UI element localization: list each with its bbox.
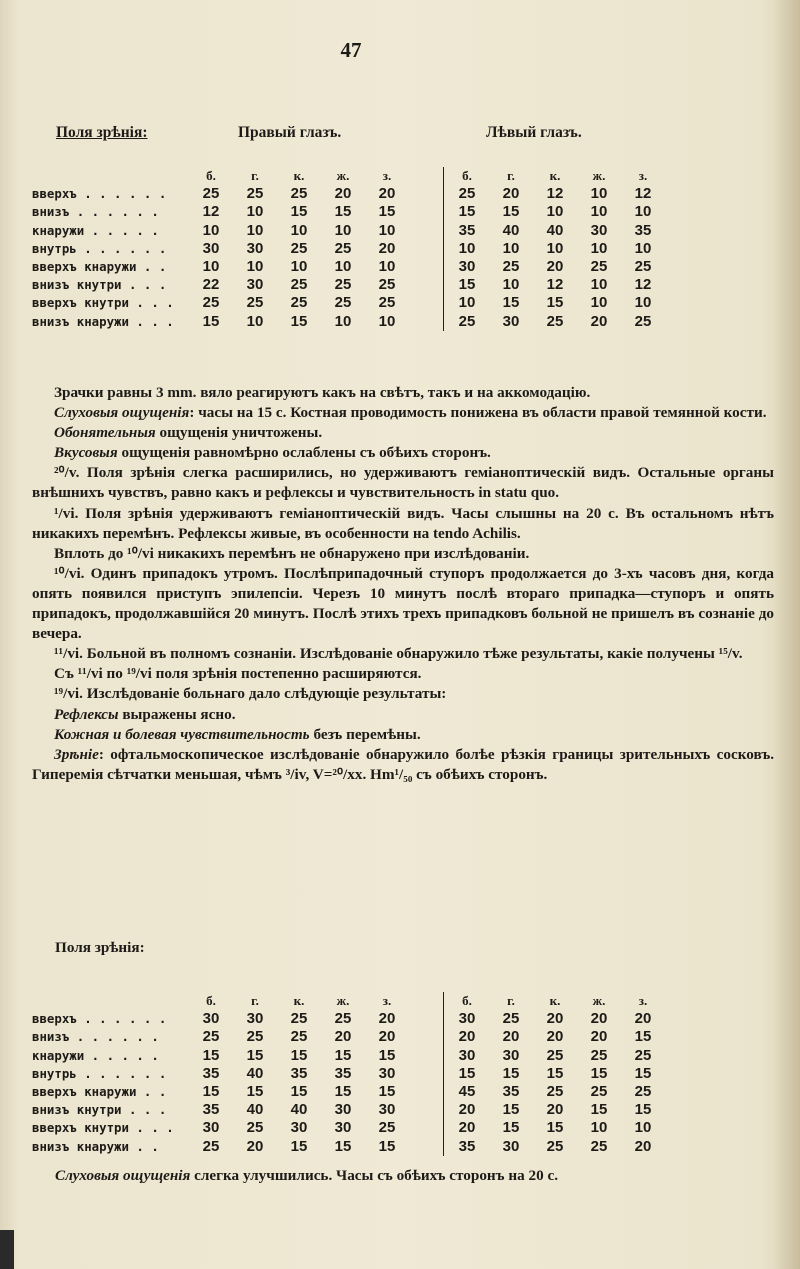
fields2-right-col-header: з.: [382, 993, 392, 1009]
fields1-gap: [409, 313, 444, 331]
fields1-gap: [409, 167, 444, 185]
fields2-table-row: [32, 1028, 665, 1046]
fields2-left-eye-value: 15: [634, 1028, 652, 1046]
fields2-left-eye-value: 30: [502, 1046, 520, 1064]
entry-until-10-vi: Вплоть до ¹⁰/vi никакихъ перемѣнъ не обнаружено при изслѣдованіи.: [54, 544, 530, 562]
fields1-left-eye-value: 25: [458, 185, 476, 203]
reflexes-label: Рефлексы: [54, 705, 119, 723]
fields2-left-eye-value: 20: [634, 1010, 652, 1028]
fields1-right-eye-value: 10: [378, 258, 396, 276]
fields1-right-eye-value: 30: [202, 239, 220, 257]
pupils-paragraph: Зрачки равны 3 mm. вяло реагируютъ какъ на свѣтъ, такъ и на аккомодацію.: [54, 384, 591, 401]
fields2-gap: [409, 1028, 444, 1046]
fields1-right-eye-value: 25: [246, 185, 264, 203]
fields1-right-eye-value: 10: [334, 258, 352, 276]
fields1-right-eye-value: 15: [202, 312, 220, 330]
fields1-right-eye-value: 10: [202, 258, 220, 276]
fields1-left-eye-value: 10: [590, 185, 608, 203]
fields2-right-eye-value: 30: [334, 1119, 352, 1137]
fields2-right-eye-value: 30: [334, 1101, 352, 1119]
reflexes-paragraph: [32, 705, 774, 725]
fields1-right-eye-value: 10: [290, 258, 308, 276]
fields1-table-row: [32, 222, 665, 240]
entry-20-v: ²⁰/v. Поля зрѣнія слегка расширились, но удерживаютъ геміаноптическій видъ. Остальные органы внѣшнихъ чувствъ, равно какъ и рефлексы и чувствительность in statu quo.: [32, 464, 774, 502]
fields1-left-eye-value: 40: [546, 221, 564, 239]
fields2-left-col-header: к.: [549, 993, 561, 1009]
fields1-left-eye-value: 35: [458, 221, 476, 239]
smell-label: Обонятельныя: [54, 424, 156, 442]
fields2-left-eye-value: 25: [546, 1046, 564, 1064]
fields1-left-eye-value: 10: [546, 239, 564, 257]
vision-text: : офтальмоскопическое изслѣдованіе обнаружило болѣе рѣзкія границы зрительныхъ сосковъ. Гиперемія сѣтчатки меньшая, чѣмъ ³/iv, V=²⁰/xx. Hm¹/₅₀ съ обѣихъ сторонъ.: [32, 745, 774, 783]
fields2-left-eye-value: 10: [634, 1119, 652, 1137]
fields2-table-row: [32, 1065, 665, 1083]
fields1-left-eye-value: 10: [546, 203, 564, 221]
fields1-gap: [409, 185, 444, 203]
fields1-right-eye-value: 10: [334, 312, 352, 330]
fields1-right-eye-value: 25: [246, 294, 264, 312]
fields2-table-row: [32, 1119, 665, 1137]
fields1-right-col-header: б.: [206, 168, 216, 184]
fields1-left-col-header: ж.: [592, 168, 606, 184]
fields1-right-eye-value: 10: [378, 312, 396, 330]
fields2-left-eye-value: 15: [458, 1064, 476, 1082]
fields2-left-eye-value: 15: [502, 1101, 520, 1119]
fields2-left-eye-value: 35: [502, 1083, 520, 1101]
fields2-right-eye-value: 15: [290, 1083, 308, 1101]
fields2-right-col-header: г.: [251, 993, 259, 1009]
fields1-left-eye-value: 12: [546, 276, 564, 294]
fields1-right-eye-value: 15: [290, 312, 308, 330]
fields1-row-label: внизъ кнаружи . . .: [32, 313, 174, 329]
fields1-row-label: вверхъ кнутри . . .: [32, 295, 174, 311]
fields1-row-label: внизъ кнутри . . .: [32, 277, 167, 293]
fields2-right-eye-value: 20: [378, 1028, 396, 1046]
fields2-row-label: внизъ . . . . . .: [32, 1029, 159, 1045]
fields1-left-col-header: з.: [638, 168, 648, 184]
fields2-right-eye-value: 15: [246, 1083, 264, 1101]
fields1-right-eye-value: 25: [290, 294, 308, 312]
fields2-left-eye-value: 20: [458, 1028, 476, 1046]
fields2-right-eye-value: 40: [246, 1101, 264, 1119]
fields1-left-eye-value: 15: [458, 203, 476, 221]
fields2-left-eye-value: 20: [502, 1028, 520, 1046]
fields2-right-eye-value: 30: [290, 1119, 308, 1137]
fields2-left-col-header: ж.: [592, 993, 606, 1009]
fields1-left-eye-value: 25: [458, 312, 476, 330]
fields1-table-row: [32, 203, 665, 221]
fields1-right-eye-value: 25: [334, 239, 352, 257]
fields2-right-eye-value: 25: [202, 1137, 220, 1155]
fields1-table-row: [32, 258, 665, 276]
fields1-left-eye-value: 25: [634, 258, 652, 276]
fields2-left-eye-value: 20: [590, 1028, 608, 1046]
fields1-left-eye-value: 10: [634, 203, 652, 221]
fields2-right-eye-value: 35: [202, 1064, 220, 1082]
fields2-left-eye-value: 25: [590, 1083, 608, 1101]
left-eye-heading: Лѣвый глазъ.: [486, 124, 582, 141]
fields2-gap: [409, 992, 444, 1010]
fields2-right-eye-value: 15: [246, 1046, 264, 1064]
fields2-left-eye-value: 15: [502, 1064, 520, 1082]
fields1-left-eye-value: 15: [502, 203, 520, 221]
fields2-right-eye-value: 20: [246, 1137, 264, 1155]
fields1-row-label: кнаружи . . . . .: [32, 222, 159, 238]
vision-paragraph: [32, 745, 774, 785]
fields2-corner-cell: [32, 992, 189, 1010]
fields2-row-label: внизъ кнутри . . .: [32, 1102, 167, 1118]
fields2-left-eye-value: 30: [502, 1137, 520, 1155]
fields2-table-row: [32, 1101, 665, 1119]
fields1-right-eye-value: 15: [334, 203, 352, 221]
fields1-right-eye-value: 25: [290, 239, 308, 257]
fields2-column-header-row: [32, 992, 665, 1010]
fields2-right-eye-value: 25: [290, 1028, 308, 1046]
fields-heading: Поля зрѣнія:: [56, 124, 148, 141]
fields1-left-eye-value: 10: [502, 276, 520, 294]
fields2-left-eye-value: 20: [634, 1137, 652, 1155]
visual-fields-table-1: [32, 167, 665, 331]
fields2-left-eye-value: 25: [546, 1083, 564, 1101]
fields2-right-eye-value: 40: [246, 1064, 264, 1082]
fields1-left-eye-value: 12: [634, 185, 652, 203]
fields2-right-eye-value: 15: [202, 1083, 220, 1101]
fields1-left-eye-value: 25: [634, 312, 652, 330]
fields1-right-eye-value: 15: [378, 203, 396, 221]
fields1-row-label: вверхъ кнаружи . .: [32, 259, 167, 275]
fields1-left-eye-value: 10: [502, 239, 520, 257]
fields1-row-label: вверхъ . . . . . .: [32, 186, 167, 202]
fields1-table-row: [32, 240, 665, 258]
fields1-right-eye-value: 20: [334, 185, 352, 203]
fields1-gap: [409, 258, 444, 276]
fields1-right-col-header: г.: [251, 168, 259, 184]
fields1-left-eye-value: 10: [590, 276, 608, 294]
fields2-left-eye-value: 20: [546, 1101, 564, 1119]
fields1-right-eye-value: 25: [290, 185, 308, 203]
fields2-left-eye-value: 45: [458, 1083, 476, 1101]
entry-1-vi: ¹/vi. Поля зрѣнія удерживаютъ геміаноптическій видъ. Часы слышны на 20 с. Въ остальномъ нѣтъ никакихъ перемѣнъ. Рефлексы живые, въ особенности на tendo Achilis.: [32, 504, 774, 542]
fields1-right-eye-value: 10: [290, 221, 308, 239]
fields2-right-eye-value: 25: [290, 1010, 308, 1028]
fields1-left-eye-value: 15: [502, 294, 520, 312]
fields2-gap: [409, 1010, 444, 1028]
fields2-left-eye-value: 20: [546, 1028, 564, 1046]
fields1-right-eye-value: 10: [334, 221, 352, 239]
fields1-right-eye-value: 15: [290, 203, 308, 221]
smell-paragraph: [32, 423, 774, 443]
fields1-right-col-header: з.: [382, 168, 392, 184]
fields2-left-eye-value: 15: [590, 1101, 608, 1119]
smell-text: ощущенія уничтожены.: [155, 424, 323, 442]
fields2-table-row: [32, 1047, 665, 1065]
fields1-table-row: [32, 313, 665, 331]
fields1-right-col-header: к.: [293, 168, 305, 184]
visual-fields-table-2: [32, 992, 665, 1156]
fields2-left-eye-value: 15: [546, 1119, 564, 1137]
fields2-right-eye-value: 35: [202, 1101, 220, 1119]
fields2-right-eye-value: 25: [202, 1028, 220, 1046]
fields2-left-eye-value: 25: [590, 1046, 608, 1064]
fields1-left-eye-value: 20: [590, 312, 608, 330]
fields2-gap: [409, 1065, 444, 1083]
fields2-table-row: [32, 1083, 665, 1101]
case-notes: [32, 383, 774, 785]
fields2-left-eye-value: 25: [634, 1046, 652, 1064]
fields1-left-eye-value: 10: [458, 294, 476, 312]
fields1-right-eye-value: 20: [378, 185, 396, 203]
fields1-left-eye-value: 20: [502, 185, 520, 203]
fields1-left-col-header: к.: [549, 168, 561, 184]
taste-label: Вкусовыя: [54, 444, 118, 462]
fields1-right-eye-value: 25: [378, 276, 396, 294]
fields1-right-eye-value: 30: [246, 239, 264, 257]
fields2-right-col-header: к.: [293, 993, 305, 1009]
fields2-left-eye-value: 25: [502, 1010, 520, 1028]
fields2-table-row: [32, 1138, 665, 1156]
fields1-table-row: [32, 276, 665, 294]
fields2-right-eye-value: 15: [334, 1083, 352, 1101]
fields1-gap: [409, 294, 444, 312]
fields2-row-label: вверхъ кнутри . . .: [32, 1120, 174, 1136]
fields2-right-eye-value: 20: [378, 1010, 396, 1028]
fields1-right-eye-value: 10: [246, 258, 264, 276]
sensitivity-label: Кожная и болевая чувствительность: [54, 725, 310, 743]
fields1-left-eye-value: 25: [590, 258, 608, 276]
fields2-row-label: внутрь . . . . . .: [32, 1065, 167, 1081]
fields2-left-eye-value: 15: [502, 1119, 520, 1137]
entry-11-19-vi: Съ ¹¹/vi по ¹⁹/vi поля зрѣнія постепенно расширяются.: [54, 665, 422, 683]
entry-19-vi: ¹⁹/vi. Изслѣдованіе больнаго дало слѣдующіе результаты:: [54, 685, 447, 703]
final-hearing-label: Слуховыя ощущенія: [55, 1167, 191, 1184]
fields2-gap: [409, 1138, 444, 1156]
sensitivity-text: безъ перемѣны.: [309, 725, 421, 743]
fields1-left-eye-value: 10: [590, 239, 608, 257]
fields2-left-eye-value: 20: [458, 1101, 476, 1119]
fields2-left-eye-value: 20: [590, 1010, 608, 1028]
fields1-right-eye-value: 20: [378, 239, 396, 257]
fields1-left-eye-value: 10: [634, 294, 652, 312]
fields2-right-eye-value: 30: [202, 1010, 220, 1028]
fields1-right-eye-value: 25: [334, 276, 352, 294]
fields2-row-label: вверхъ кнаружи . .: [32, 1084, 167, 1100]
fields2-left-eye-value: 20: [458, 1119, 476, 1137]
fields2-left-eye-value: 15: [546, 1064, 564, 1082]
fields1-left-eye-value: 10: [458, 239, 476, 257]
fields1-left-eye-value: 40: [502, 221, 520, 239]
fields2-right-eye-value: 15: [378, 1046, 396, 1064]
fields1-right-eye-value: 12: [202, 203, 220, 221]
hearing-text: : часы на 15 с. Костная проводимость понижена въ области правой темянной кости.: [189, 404, 767, 422]
final-hearing-line: [55, 1167, 777, 1185]
fields2-row-label: внизъ кнаружи . .: [32, 1138, 159, 1154]
fields1-right-eye-value: 30: [246, 276, 264, 294]
fields2-right-col-header: б.: [206, 993, 216, 1009]
vision-label: Зрѣніе: [54, 745, 99, 763]
fields2-gap: [409, 1083, 444, 1101]
fields2-right-eye-value: 15: [378, 1083, 396, 1101]
taste-text: ощущенія равномѣрно ослаблены съ обѣихъ сторонъ.: [117, 444, 491, 462]
fields2-right-eye-value: 30: [246, 1010, 264, 1028]
fields1-left-eye-value: 15: [458, 276, 476, 294]
fields1-right-eye-value: 10: [378, 221, 396, 239]
fields2-left-eye-value: 15: [634, 1064, 652, 1082]
fields2-left-col-header: з.: [638, 993, 648, 1009]
fields1-left-eye-value: 35: [634, 221, 652, 239]
fields2-left-eye-value: 15: [634, 1101, 652, 1119]
final-hearing-text: слегка улучшились. Часы съ обѣихъ сторонъ на 20 с.: [190, 1167, 559, 1184]
fields1-column-header-row: [32, 167, 665, 185]
fields2-right-eye-value: 35: [290, 1064, 308, 1082]
fields1-left-eye-value: 10: [590, 203, 608, 221]
reflexes-text: выражены ясно.: [118, 705, 236, 723]
fields2-left-eye-value: 20: [546, 1010, 564, 1028]
fields2-left-eye-value: 15: [590, 1064, 608, 1082]
page-edge-shadow: [774, 0, 800, 1269]
entry-11-vi: ¹¹/vi. Больной въ полномъ сознаніи. Изслѣдованіе обнаружило тѣже результаты, какіе получены ¹⁵/v.: [54, 645, 743, 663]
fields1-left-col-header: б.: [462, 168, 472, 184]
fields2-right-eye-value: 15: [290, 1137, 308, 1155]
fields1-left-eye-value: 30: [458, 258, 476, 276]
fields1-right-eye-value: 25: [334, 294, 352, 312]
fields2-right-eye-value: 25: [378, 1119, 396, 1137]
fields2-left-col-header: б.: [462, 993, 472, 1009]
fields2-right-eye-value: 40: [290, 1101, 308, 1119]
fields2-left-eye-value: 10: [590, 1119, 608, 1137]
fields2-right-eye-value: 15: [202, 1046, 220, 1064]
fields1-right-col-header: ж.: [336, 168, 350, 184]
fields1-left-eye-value: 30: [590, 221, 608, 239]
fields2-gap: [409, 1047, 444, 1065]
fields2-right-eye-value: 35: [334, 1064, 352, 1082]
fields1-left-col-header: г.: [507, 168, 515, 184]
fields1-left-eye-value: 20: [546, 258, 564, 276]
fields1-gap: [409, 240, 444, 258]
fields1-row-label: внизъ . . . . . .: [32, 204, 159, 220]
binding-mark: [0, 1230, 14, 1269]
fields2-right-eye-value: 15: [334, 1046, 352, 1064]
fields1-left-eye-value: 10: [634, 239, 652, 257]
fields2-right-eye-value: 20: [334, 1028, 352, 1046]
fields2-right-eye-value: 25: [246, 1028, 264, 1046]
fields1-left-eye-value: 10: [590, 294, 608, 312]
fields2-right-eye-value: 15: [378, 1137, 396, 1155]
fields2-right-eye-value: 25: [334, 1010, 352, 1028]
fields2-right-eye-value: 30: [378, 1101, 396, 1119]
page-number: 47: [340, 38, 362, 62]
fields-heading-2: Поля зрѣнія:: [55, 939, 145, 956]
fields1-right-eye-value: 25: [290, 276, 308, 294]
fields2-left-eye-value: 35: [458, 1137, 476, 1155]
fields2-left-eye-value: 30: [458, 1046, 476, 1064]
fields1-right-eye-value: 10: [246, 221, 264, 239]
fields1-gap: [409, 203, 444, 221]
fields2-table-row: [32, 1010, 665, 1028]
right-eye-heading: Правый глазъ.: [238, 124, 342, 141]
fields1-right-eye-value: 25: [202, 294, 220, 312]
fields1-right-eye-value: 10: [246, 203, 264, 221]
fields1-right-eye-value: 10: [202, 221, 220, 239]
fields1-left-eye-value: 12: [634, 276, 652, 294]
fields1-right-eye-value: 22: [202, 276, 220, 294]
fields1-left-eye-value: 25: [546, 312, 564, 330]
entry-10-vi: ¹⁰/vi. Одинъ припадокъ утромъ. Послѣприпадочный ступоръ продолжается до 3-хъ часовъ дня, когда опять появился приступъ эпилепсіи. Черезъ 10 минутъ послѣ втораго припадка—ступоръ и опять припадокъ, продолжавшійся 20 минутъ. Послѣ этихъ трехъ припадковъ больной не пришелъ въ сознаніе до вечера.: [32, 564, 774, 643]
sensitivity-paragraph: [32, 725, 774, 745]
fields1-right-eye-value: 25: [202, 185, 220, 203]
fields2-gap: [409, 1119, 444, 1137]
fields2-gap: [409, 1101, 444, 1119]
fields1-left-eye-value: 12: [546, 185, 564, 203]
fields2-left-col-header: г.: [507, 993, 515, 1009]
fields1-gap: [409, 222, 444, 240]
fields2-left-eye-value: 25: [590, 1137, 608, 1155]
taste-paragraph: [32, 443, 774, 463]
fields1-table-row: [32, 294, 665, 312]
hearing-label: Слуховыя ощущенія: [54, 404, 190, 422]
fields2-right-eye-value: 25: [246, 1119, 264, 1137]
fields2-right-col-header: ж.: [336, 993, 350, 1009]
fields1-left-eye-value: 25: [502, 258, 520, 276]
fields2-right-eye-value: 15: [334, 1137, 352, 1155]
fields2-left-eye-value: 30: [458, 1010, 476, 1028]
fields1-right-eye-value: 10: [246, 312, 264, 330]
fields2-left-eye-value: 25: [634, 1083, 652, 1101]
fields2-row-label: вверхъ . . . . . .: [32, 1011, 167, 1027]
fields2-left-eye-value: 25: [546, 1137, 564, 1155]
fields1-right-eye-value: 25: [378, 294, 396, 312]
hearing-paragraph: [32, 403, 774, 423]
fields1-table-row: [32, 185, 665, 203]
fields2-right-eye-value: 30: [202, 1119, 220, 1137]
fields1-corner-cell: [32, 167, 189, 185]
fields2-row-label: кнаружи . . . . .: [32, 1047, 159, 1063]
fields1-left-eye-value: 15: [546, 294, 564, 312]
fields1-row-label: внутрь . . . . . .: [32, 240, 167, 256]
fields1-gap: [409, 276, 444, 294]
fields2-right-eye-value: 15: [290, 1046, 308, 1064]
fields1-left-eye-value: 30: [502, 312, 520, 330]
fields2-right-eye-value: 30: [378, 1064, 396, 1082]
